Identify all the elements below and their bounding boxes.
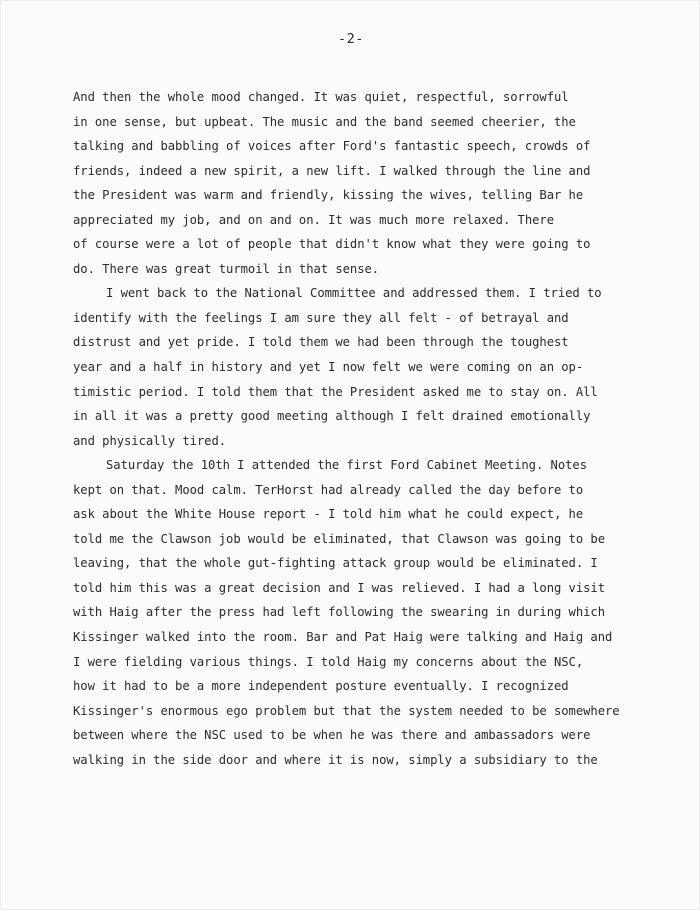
text-line: friends, indeed a new spirit, a new lift. I walked through the line and <box>73 163 591 178</box>
text-line: told him this was a great decision and I was relieved. I had a long visit <box>73 580 605 595</box>
text-line: ask about the White House report - I told him what he could expect, he <box>73 507 584 522</box>
text-line: how it had to be a more independent posture eventually. I recognized <box>73 679 569 694</box>
text-line: in all it was a pretty good meeting although I felt drained emotionally <box>73 409 591 424</box>
text-line: talking and babbling of voices after Ford's fantastic speech, crowds of <box>73 139 591 154</box>
body-text <box>73 85 620 772</box>
text-line: Kissinger's enormous ego problem but that the system needed to be somewhere <box>73 703 620 718</box>
text-line: I were fielding various things. I told Haig my concerns about the NSC, <box>73 654 584 669</box>
text-line: identify with the feelings I am sure they all felt - of betrayal and <box>73 310 569 325</box>
text-line: Kissinger walked into the room. Bar and Pat Haig were talking and Haig and <box>73 630 613 645</box>
text-line: walking in the side door and where it is now, simply a subsidiary to the <box>73 752 598 767</box>
text-line: distrust and yet pride. I told them we had been through the toughest <box>73 335 569 350</box>
text-line: the President was warm and friendly, kissing the wives, telling Bar he <box>73 188 584 203</box>
page-number: -2- <box>338 31 364 47</box>
text-line: in one sense, but upbeat. The music and the band seemed cheerier, the <box>73 114 576 129</box>
text-line: leaving, that the whole gut-fighting attack group would be eliminated. I <box>73 556 598 571</box>
paragraph-start-line: Saturday the 10th I attended the first Ford Cabinet Meeting. Notes <box>106 458 587 473</box>
text-line: between where the NSC used to be when he was there and ambassadors were <box>73 728 591 743</box>
text-line: kept on that. Mood calm. TerHorst had already called the day before to <box>73 482 584 497</box>
text-line: do. There was great turmoil in that sense. <box>73 261 380 276</box>
text-line: with Haig after the press had left following the swearing in during which <box>73 605 605 620</box>
text-line: and physically tired. <box>73 433 227 448</box>
text-line: And then the whole mood changed. It was quiet, respectful, sorrowful <box>73 90 569 104</box>
text-line: told me the Clawson job would be eliminated, that Clawson was going to be <box>73 531 605 546</box>
text-line: of course were a lot of people that didn't know what they were going to <box>73 237 591 252</box>
text-line: appreciated my job, and on and on. It was much more relaxed. There <box>73 212 554 227</box>
text-line: year and a half in history and yet I now felt we were coming on an op- <box>73 360 584 375</box>
text-line: timistic period. I told them that the President asked me to stay on. All <box>73 384 598 399</box>
paragraph-start-line: I went back to the National Committee and addressed them. I tried to <box>106 286 602 301</box>
